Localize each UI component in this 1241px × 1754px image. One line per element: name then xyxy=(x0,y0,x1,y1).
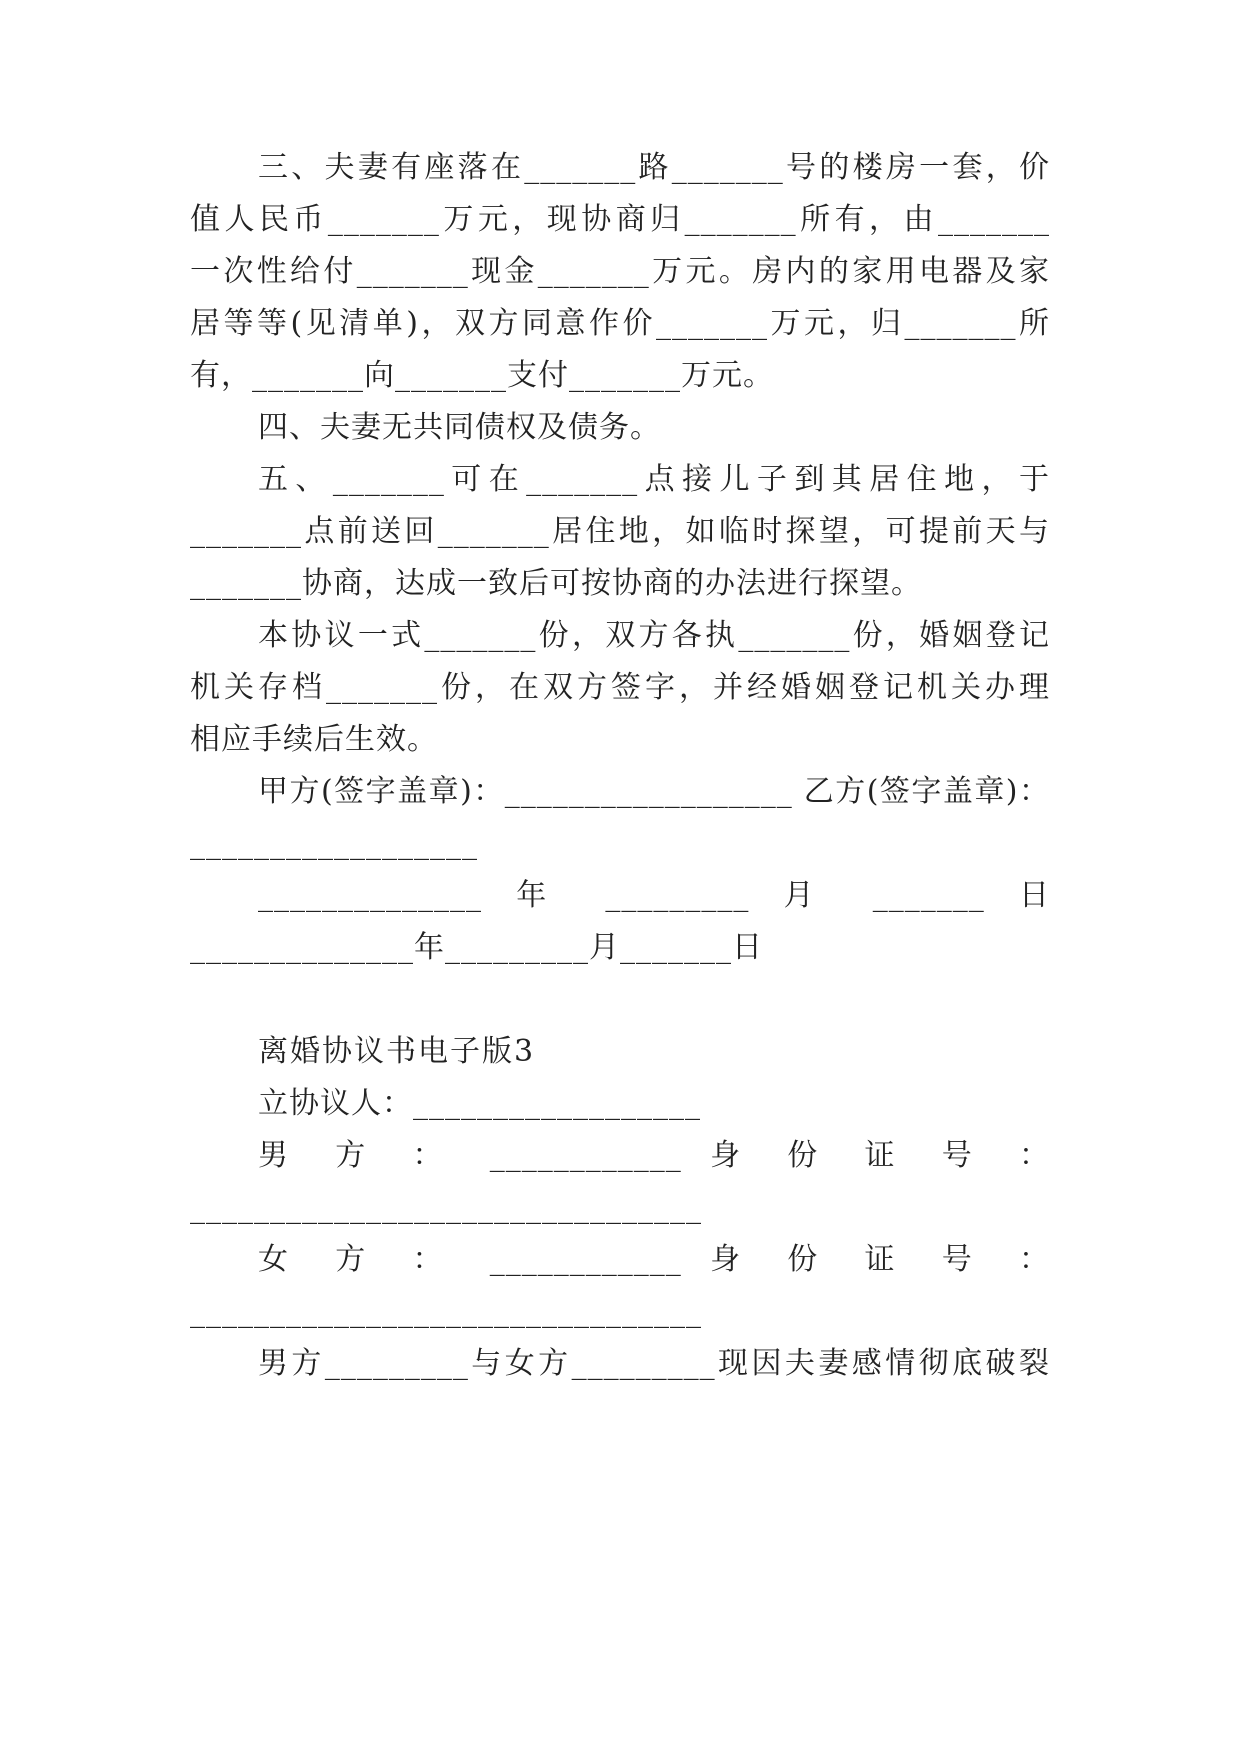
signature-line: 甲方(签字盖章)：__________________ 乙方(签字盖章)： xyxy=(258,774,1050,809)
paragraph-4-line-1: 四、夫妻无共同债权及债务。 xyxy=(258,410,661,445)
paragraph-3-line-3: 一次性给付_______现金_______万元。房内的家用电器及家 xyxy=(190,254,1050,289)
copies-paragraph-line-2: 机关存档_______份，在双方签字，并经婚姻登记机关办理 xyxy=(190,670,1050,705)
closing-line: 男方_________与女方_________现因夫妻感情彻底破裂 xyxy=(258,1346,1050,1381)
paragraph-5-line-2: _______点前送回_______居住地，如临时探望，可提前天与 xyxy=(190,514,1050,549)
signature-line-continued: __________________ xyxy=(190,826,478,861)
male-id-blank: ________________________________ xyxy=(190,1190,702,1225)
paragraph-5-line-3: _______协商，达成一致后可按协商的办法进行探望。 xyxy=(190,566,922,601)
male-party-line: 男 方 ： ____________ 身 份 证 号 ： xyxy=(258,1138,1050,1173)
date-line-2: ______________年_________月_______日 xyxy=(190,930,763,965)
paragraph-3-line-2: 值人民币_______万元，现协商归_______所有，由_______ xyxy=(190,202,1050,237)
copies-paragraph-line-3: 相应手续后生效。 xyxy=(190,722,438,757)
female-party-line: 女 方 ： ____________ 身 份 证 号 ： xyxy=(258,1242,1050,1277)
female-id-blank: ________________________________ xyxy=(190,1294,702,1329)
signatory-line: 立协议人：__________________ xyxy=(258,1086,701,1121)
date-line-1: ______________ 年 _________ 月 _______ 日 xyxy=(258,878,1050,913)
paragraph-3-line-4: 居等等(见清单)，双方同意作价_______万元，归_______所 xyxy=(190,306,1050,341)
section-title: 离婚协议书电子版3 xyxy=(258,1034,536,1069)
paragraph-5-line-1: 五、_______可在_______点接儿子到其居住地，于 xyxy=(258,462,1050,497)
copies-paragraph-line-1: 本协议一式_______份，双方各执_______份，婚姻登记 xyxy=(258,618,1050,653)
paragraph-3-line-5: 有，_______向_______支付_______万元。 xyxy=(190,358,774,393)
paragraph-3-line-1: 三、夫妻有座落在_______路_______号的楼房一套，价 xyxy=(258,150,1050,185)
